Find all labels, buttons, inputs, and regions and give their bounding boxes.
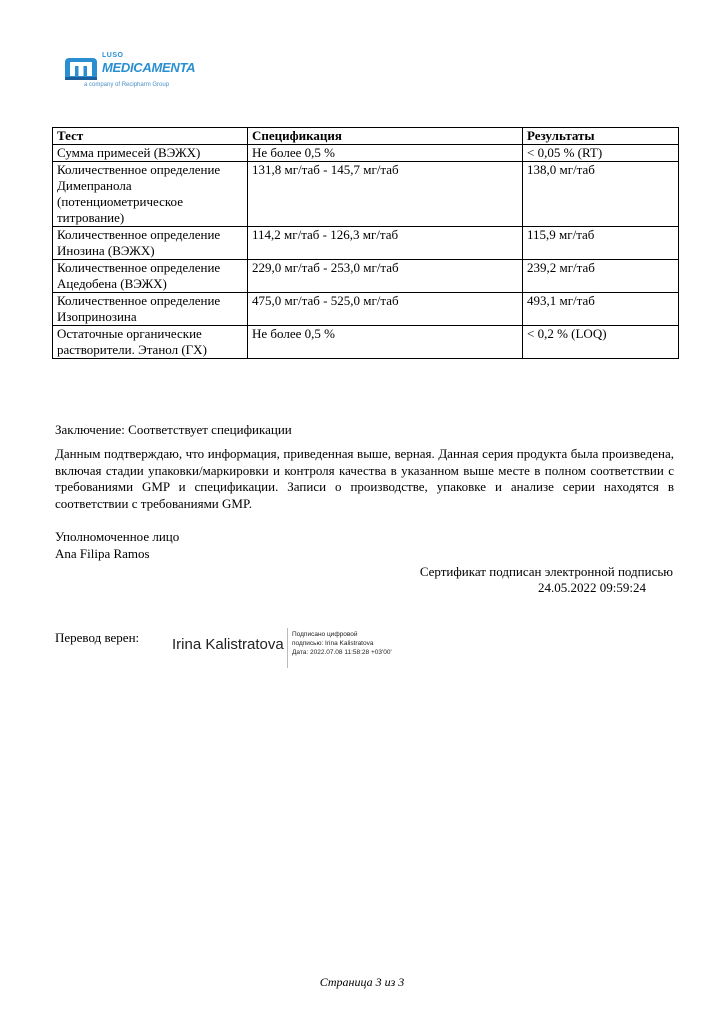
spec-cell: 131,8 мг/таб - 145,7 мг/таб [248, 162, 523, 227]
table-row [53, 326, 679, 359]
spec-cell: 229,0 мг/таб - 253,0 мг/таб [248, 260, 523, 293]
table-row [53, 293, 679, 326]
result-cell: < 0,2 % (LOQ) [523, 326, 679, 359]
authorized-role: Уполномоченное лицо [55, 529, 180, 544]
table-row [53, 145, 679, 162]
table-row [53, 162, 679, 227]
header-results: Результаты [523, 128, 679, 145]
test-cell: Остаточные органические растворители. Этанол (ГХ) [53, 326, 248, 359]
test-cell: Количественное определение Ацедобена (ВЭЖХ) [53, 260, 248, 293]
page-number: Страница 3 из 3 [319, 975, 405, 989]
result-cell: 493,1 мг/таб [523, 293, 679, 326]
table-header-row [53, 128, 679, 145]
conclusion-text: Заключение: Соответствует спецификации [55, 422, 292, 437]
spec-cell: 475,0 мг/таб - 525,0 мг/таб [248, 293, 523, 326]
test-cell: Количественное определение Изопринозина [53, 293, 248, 326]
translation-label: Перевод верен: [55, 630, 140, 645]
logo-brand-text: MEDICAMENTA [102, 60, 196, 75]
signature-detail-line: Подписано цифровой [292, 631, 358, 638]
signature-detail-line: подписью: Irina Kalistratova [292, 640, 374, 647]
luso-medicamenta-logo-icon [64, 54, 98, 82]
header-spec: Спецификация [248, 128, 523, 145]
spec-cell: Не более 0,5 % [248, 145, 523, 162]
certificate-text: Сертификат подписан электронной подписью [419, 564, 673, 579]
result-cell: < 0,05 % (RT) [523, 145, 679, 162]
test-cell: Сумма примесей (ВЭЖХ) [53, 145, 248, 162]
result-cell: 115,9 мг/таб [523, 227, 679, 260]
signature-detail-line: Дата: 2022.07.08 11:58:28 +03'00' [292, 649, 392, 656]
company-logo [64, 52, 204, 96]
result-cell: 239,2 мг/таб [523, 260, 679, 293]
results-table [52, 127, 679, 359]
result-cell: 138,0 мг/таб [523, 162, 679, 227]
certificate-signature [380, 564, 673, 596]
certificate-datetime: 24.05.2022 09:59:24 [538, 580, 646, 595]
test-cell: Количественное определение Димепранола (потенциометрическое титрование) [53, 162, 248, 227]
table-row [53, 260, 679, 293]
authorized-person [55, 529, 179, 562]
spec-cell: Не более 0,5 % [248, 326, 523, 359]
header-test: Тест [53, 128, 248, 145]
authorized-name: Ana Filipa Ramos [55, 545, 150, 561]
digital-signature-name: Irina Kalistratova [172, 636, 284, 653]
signature-divider [287, 628, 288, 668]
spec-cell: 114,2 мг/таб - 126,3 мг/таб [248, 227, 523, 260]
digital-signature-details [292, 630, 392, 657]
test-cell: Количественное определение Инозина (ВЭЖХ) [53, 227, 248, 260]
logo-subtitle: a company of Recipharm Group [84, 82, 170, 88]
logo-small-text: LUSO [102, 52, 124, 59]
table-row [53, 227, 679, 260]
gmp-statement: Данным подтверждаю, что информация, приведенная выше, верная. Данная серия продукта была произведена, включая стадии упаковки/маркировки и контроля качества в указанном выше месте в полном соответствии с требованиями GMP и спецификации. Записи о производстве, упаковке и анализе серии находятся в соответствии с требованиями GMP. [55, 446, 674, 511]
